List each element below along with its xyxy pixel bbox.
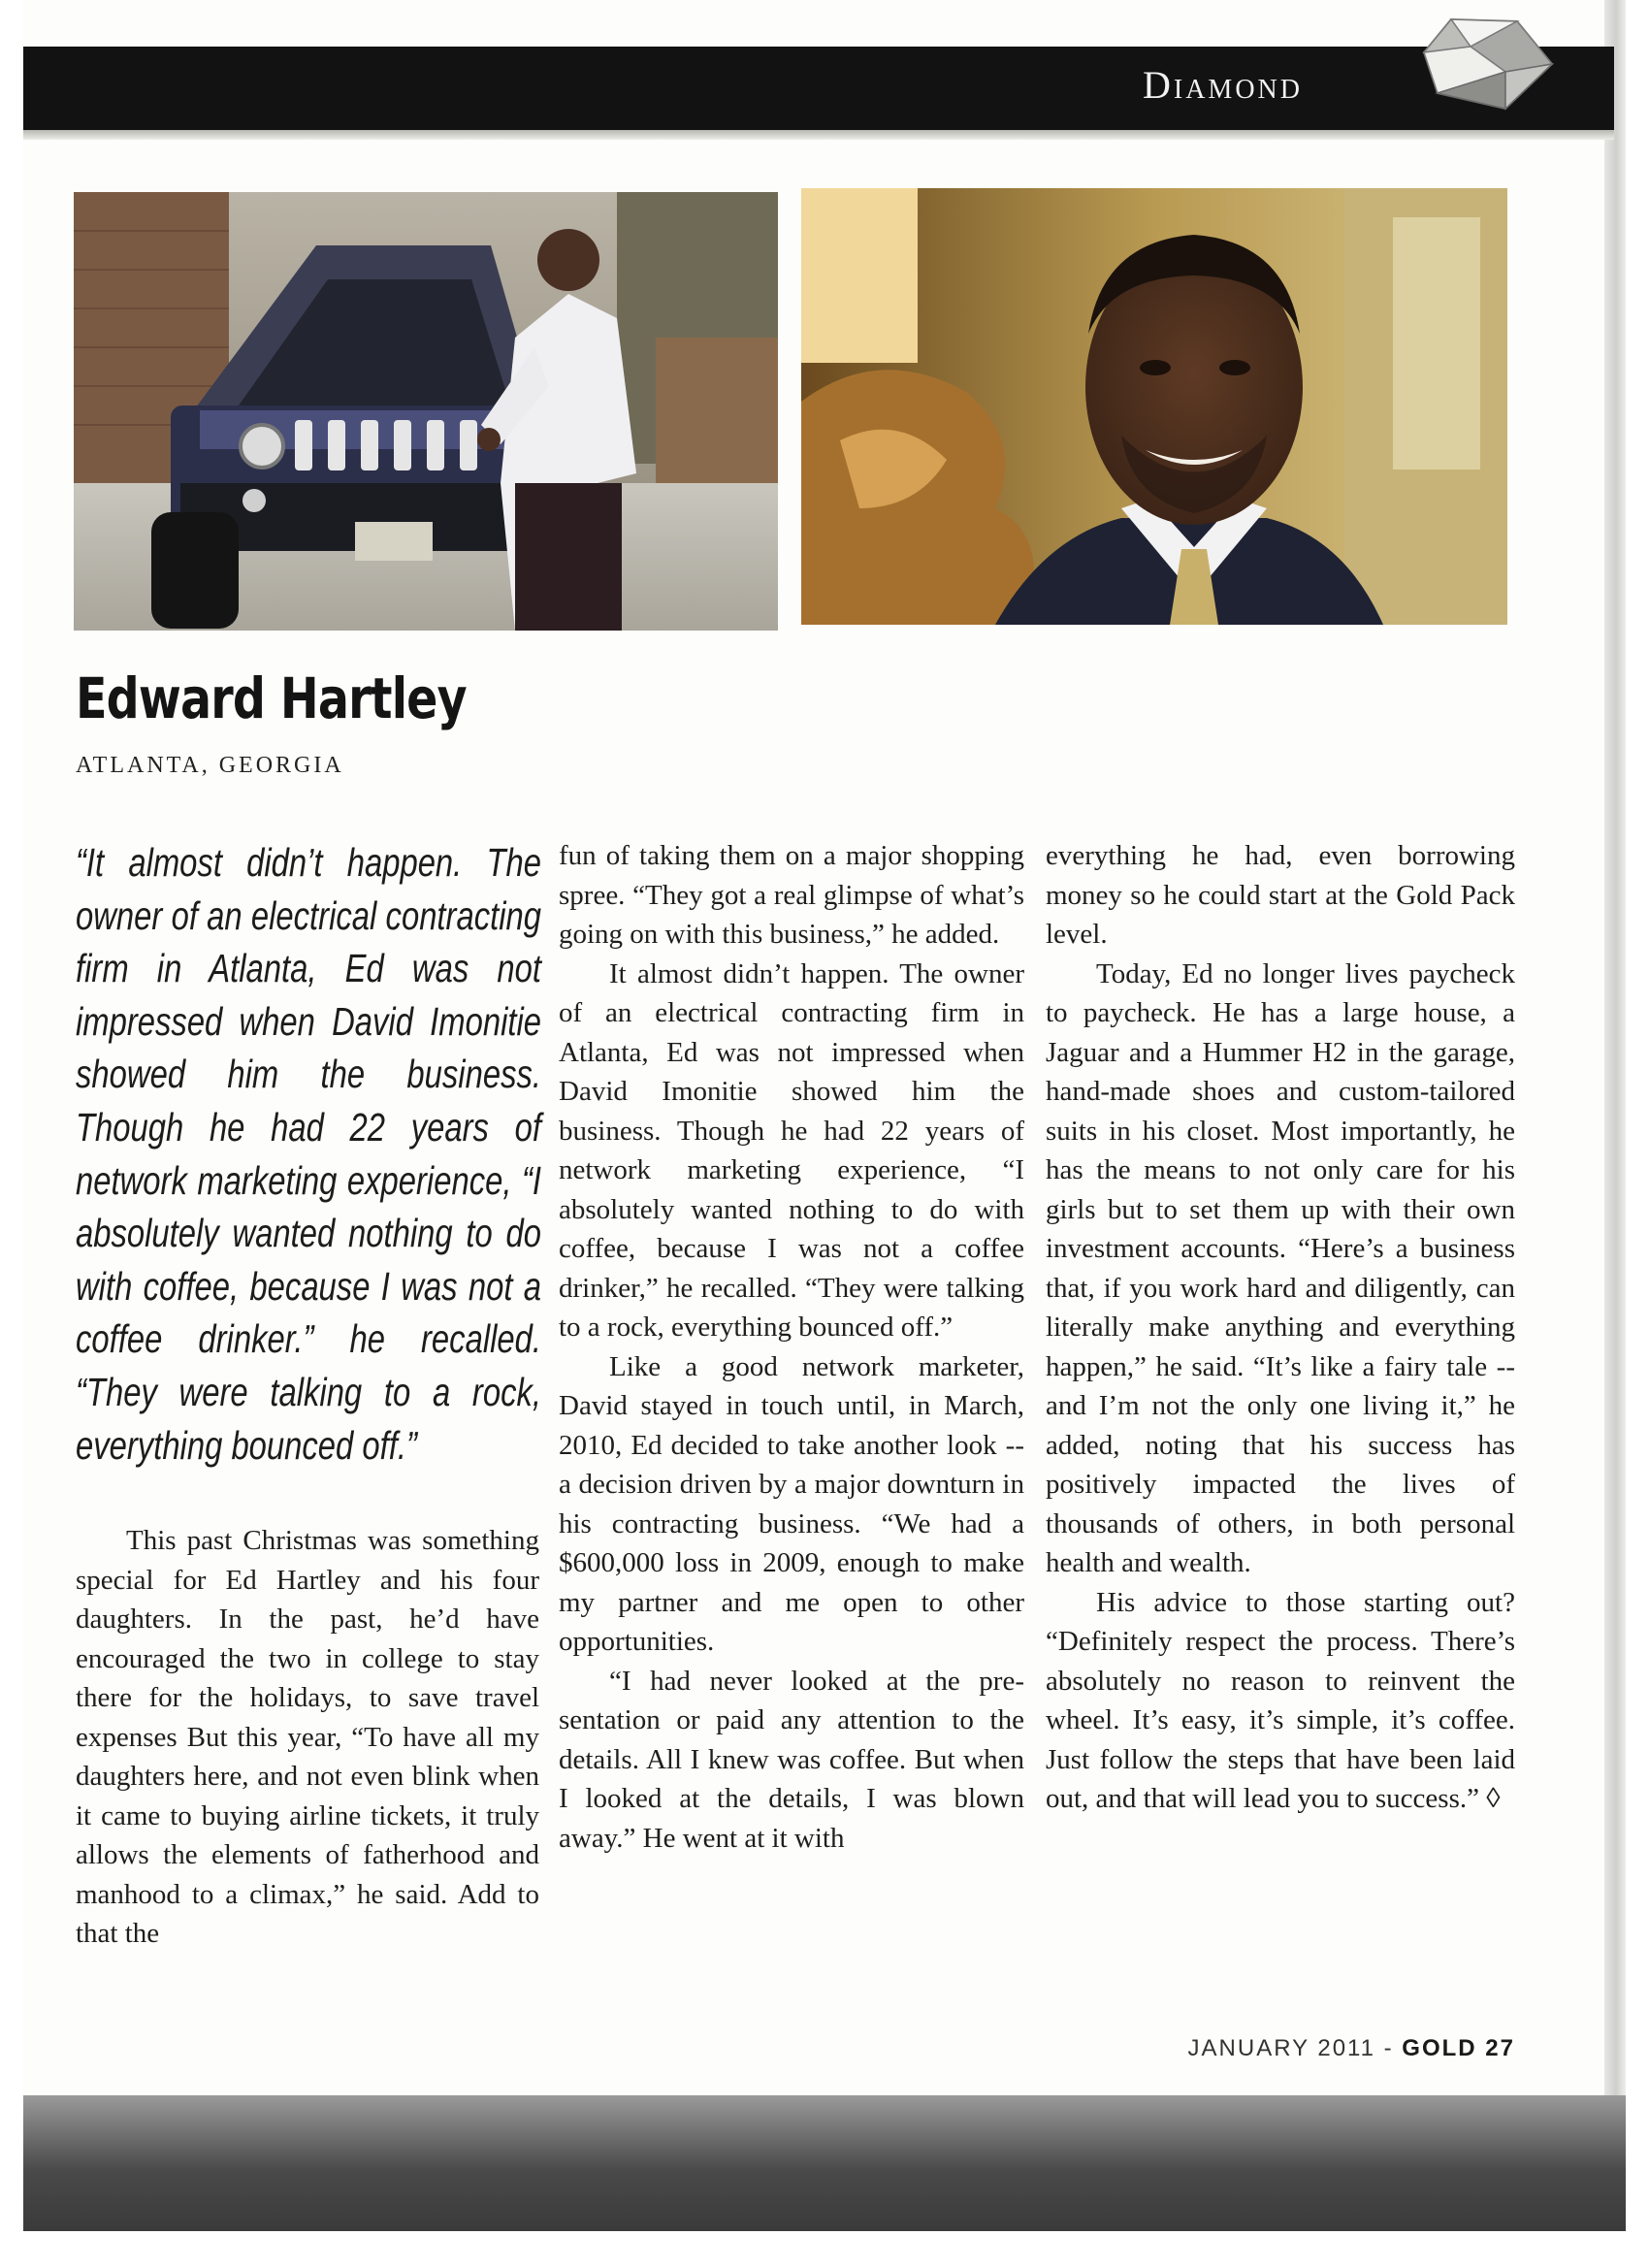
article-paragraph: It almost didn’t happen. The owner of an electrical contracting firm in Atlanta, Ed was not impressed when David Imonitie showed him the business. Though he had 22 years of network marketing experience, “I absolutely wanted nothing to do with coffee, because I was not a coffee drinker,” he recalled. “They were talking to a rock, everything bounced off.” (559, 957, 1024, 1343)
man-with-hummer-photo (74, 192, 778, 631)
article-paragraph: Today, Ed no longer lives paycheck to paycheck. He has a large house, a Jaguar and a Hummer H2 in the garage, hand-made shoes and custom-tailored suits in his closet. Most importantly, he has the means to not only care for his girls but to set them up with their own investment accounts. “Here’s a business that, if you work hard and diligently, can literally make anything and everything happen,” he said. “It’s like a fairy tale -- and I’m not the only one living it,” he added, noting that his success has positively impacted the lives of thousands of others, in both personal health and wealth. (1046, 957, 1515, 1578)
article-paragraph: Like a good network marketer, David stayed in touch until, in March, 2010, Ed decided to take another look -- a decision driven by a major downturn in his contracting business. “We had a $600,000 loss in 2009, enough to make my partner and me open to other opportunities. (559, 1350, 1024, 1657)
header-divider (23, 130, 1614, 140)
article-paragraph: fun of taking them on a major shopping spree. “They got a real glimpse of what’s going on with this business,” he added. (559, 840, 1024, 950)
footer-page-number: 27 (1485, 2035, 1515, 2061)
footer-magazine: GOLD (1402, 2035, 1477, 2061)
header-bar (23, 47, 1614, 130)
pull-quote: “It almost didn’t happen. The owner of an electrical contracting firm in Atlanta, Ed was not impressed when David Imonitie showed him the business. Though he had 22 years of network marketing experience, “I absolutely wanted nothing to do with coffee, because I was not a coffee drinker.” he recalled. “They were talking to a rock, everything bounced off.” (76, 840, 541, 1468)
profile-location: ATLANTA, GEORGIA (76, 753, 344, 778)
article-column-1 (76, 1521, 539, 1954)
scan-background (23, 2095, 1626, 2231)
profile-name: Edward Hartley (76, 665, 467, 731)
article-paragraph: everything he had, even borrowing money so he could start at the Gold Pack level. (1046, 840, 1515, 950)
section-label: Diamond (1143, 63, 1303, 107)
article-paragraph: This past Christmas was something special for Ed Hartley and his four daughters. In the past, he’d have encouraged the two in college to stay there for the holidays, to save travel expenses But this year, “To have all my daughters here, and not even blink when it came to buying airline tickets, it truly allows the elements of fatherhood and manhood to a climax,” he said. Add to that the (76, 1525, 539, 1949)
article-paragraph: His advice to those starting out? “Definitely respect the process. There’s absolutely no reason to reinvent the wheel. It’s easy, it’s simple, it’s coffee. Just follow the steps that have been laid out, and that will lead you to success.” ◊ (1046, 1586, 1515, 1814)
diamond-icon (1412, 14, 1558, 114)
article-paragraph: “I had never looked at the presentation or paid any attention to the details. All I knew was coffee. But when I looked at the details, I was blown away.” He went at it with (559, 1665, 1024, 1854)
page-edge (1604, 0, 1626, 2095)
article-column-2 (559, 836, 1024, 1858)
footer-date: JANUARY 2011 - (1187, 2035, 1403, 2061)
article-column-3 (1046, 836, 1515, 1819)
page-footer (1188, 2035, 1515, 2062)
portrait-photo (801, 188, 1507, 625)
